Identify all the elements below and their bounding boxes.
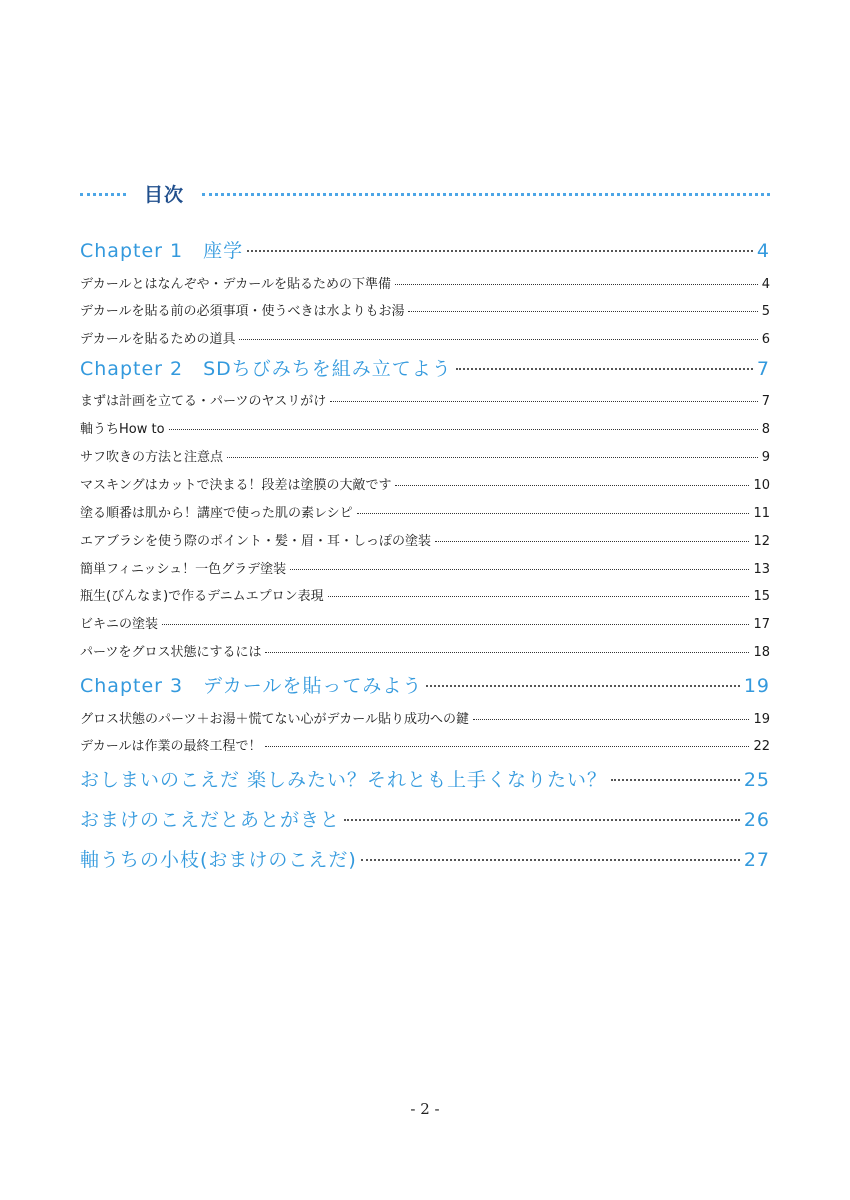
toc-entry-page-number: 11 [753, 506, 770, 521]
toc-entry-page-number: 8 [761, 422, 770, 437]
toc-entry-label: ビキニの塗装 [80, 617, 159, 632]
toc-section-entry[interactable] [80, 708, 770, 727]
toc-entry-page-number: 6 [761, 332, 770, 347]
toc-section-entry[interactable] [80, 585, 770, 604]
toc-entry-label: Chapter 2 SDちびみちを組み立てよう [80, 358, 452, 380]
toc-entry-label: 軸うちHow to [80, 422, 165, 437]
toc-title: 目次 [144, 183, 185, 206]
dot-leader [265, 652, 749, 653]
dot-leader [265, 746, 749, 747]
toc-section-entry[interactable] [80, 735, 770, 754]
toc-entry-label: まずは計画を立てる・パーツのヤスリがけ [80, 394, 327, 409]
toc-entry-label: グロス状態のパーツ＋お湯＋慌てない心がデカール貼り成功への鍵 [80, 712, 469, 727]
toc-section-entry[interactable] [80, 613, 770, 632]
toc-entry-page-number: 26 [743, 809, 770, 831]
header-dots-right [202, 193, 770, 196]
toc-section-entry[interactable] [80, 558, 770, 577]
toc-section-entry[interactable] [80, 502, 770, 521]
toc-entry-label: デカールを貼る前の必須事項・使うべきは水よりもお湯 [80, 304, 405, 319]
toc-entry-page-number: 22 [753, 739, 770, 754]
toc-entry-label: おしまいのこえだ 楽しみたい？それとも上手くなりたい？ [80, 769, 608, 791]
toc-section-entry[interactable] [80, 328, 770, 347]
toc-entry-label: 瓶生(びんなま)で作るデニムエプロン表現 [80, 589, 324, 604]
toc-entry-page-number: 15 [753, 589, 770, 604]
toc-entry-page-number: 25 [743, 769, 770, 791]
toc-entry-label: デカールとはなんぞや・デカールを貼るための下準備 [80, 277, 391, 292]
toc-section-entry[interactable] [80, 530, 770, 549]
dot-leader [162, 624, 749, 625]
dot-leader [435, 541, 749, 542]
toc-section-entry[interactable] [80, 418, 770, 437]
page-number-footer: - 2 - [410, 1100, 440, 1118]
toc-entry-label: エアブラシを使う際のポイント・髪・眉・耳・しっぽの塗装 [80, 534, 432, 549]
toc-entry-page-number: 5 [761, 304, 770, 319]
toc-entry-label: 軸うちの小枝(おまけのこえだ) [80, 849, 357, 871]
toc-entry-page-number: 19 [743, 675, 770, 697]
toc-section-entry[interactable] [80, 300, 770, 319]
toc-chapter-entry[interactable] [80, 354, 770, 381]
dot-leader [328, 596, 750, 597]
toc-section-entry[interactable] [80, 446, 770, 465]
dot-leader [473, 719, 749, 720]
toc-section-entry[interactable] [80, 390, 770, 409]
toc-entry-page-number: 12 [753, 534, 770, 549]
toc-entry-page-number: 10 [753, 478, 770, 493]
toc-entry-label: 簡単フィニッシュ！一色グラデ塗装 [80, 562, 287, 577]
toc-chapter-entry[interactable] [80, 236, 770, 263]
dot-leader [395, 284, 758, 285]
toc-entry-label: パーツをグロス状態にするには [80, 645, 262, 660]
toc-entry-page-number: 27 [743, 849, 770, 871]
dot-leader [247, 250, 753, 252]
toc-entry-label: マスキングはカットで決まる！段差は塗膜の大敵です [80, 478, 392, 493]
dot-leader [361, 859, 740, 861]
toc-section-entry[interactable] [80, 474, 770, 493]
dot-leader [344, 819, 740, 821]
toc-chapter-entry[interactable] [80, 805, 770, 832]
toc-chapter-entry[interactable] [80, 845, 770, 872]
toc-entry-page-number: 4 [761, 277, 770, 292]
dot-leader [227, 457, 758, 458]
toc-chapter-entry[interactable] [80, 671, 770, 698]
dot-leader [408, 311, 757, 312]
toc-entry-page-number: 9 [761, 450, 770, 465]
toc-entry-page-number: 4 [756, 240, 770, 262]
dot-leader [357, 513, 750, 514]
toc-entry-label: デカールは作業の最終工程で！ [80, 739, 262, 754]
header-dots-left [80, 193, 126, 196]
toc-entry-label: デカールを貼るための道具 [80, 332, 236, 347]
toc-entry-label: おまけのこえだとあとがきと [80, 809, 341, 831]
dot-leader [611, 779, 740, 781]
toc-entry-label: サフ吹きの方法と注意点 [80, 450, 224, 465]
toc-entry-page-number: 7 [756, 358, 770, 380]
toc-entry-page-number: 19 [753, 712, 770, 727]
toc-entry-label: Chapter 3 デカールを貼ってみよう [80, 675, 423, 697]
toc-entry-label: 塗る順番は肌から！講座で使った肌の素レシピ [80, 506, 353, 521]
dot-leader [290, 569, 749, 570]
toc-chapter-entry[interactable] [80, 765, 770, 792]
dot-leader [426, 685, 739, 687]
toc-entry-page-number: 18 [753, 645, 770, 660]
toc-entry-page-number: 7 [761, 394, 770, 409]
dot-leader [395, 485, 749, 486]
toc-entry-label: Chapter 1 座学 [80, 240, 244, 262]
toc-section-entry[interactable] [80, 273, 770, 292]
toc-section-entry[interactable] [80, 641, 770, 660]
dot-leader [330, 401, 757, 402]
dot-leader [456, 368, 753, 370]
toc-header [80, 176, 770, 210]
dot-leader [169, 429, 758, 430]
toc-entry-page-number: 17 [753, 617, 770, 632]
dot-leader [239, 339, 757, 340]
toc-entry-page-number: 13 [753, 562, 770, 577]
